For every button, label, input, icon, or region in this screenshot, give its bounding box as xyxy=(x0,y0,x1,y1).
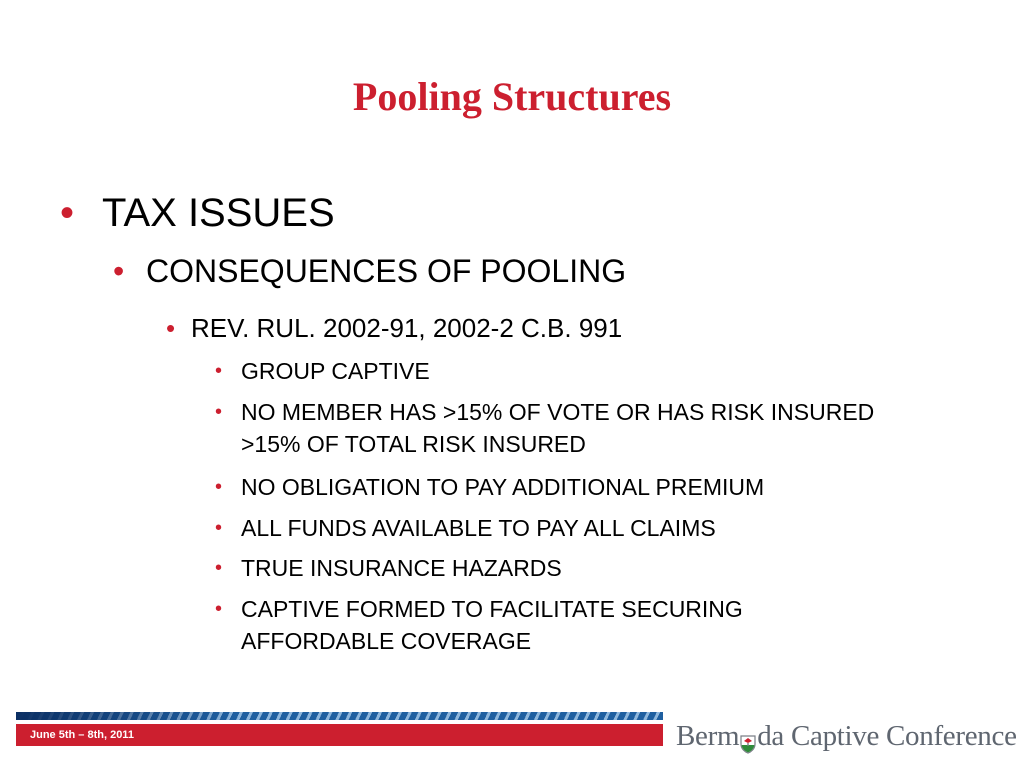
bullet-dot: • xyxy=(215,557,223,579)
bullet-level4-item xyxy=(215,396,915,460)
bullet-text: NO OBLIGATION TO PAY ADDITIONAL PREMIUM xyxy=(241,474,765,500)
bullet-text: GROUP CAPTIVE xyxy=(241,358,430,384)
bullet-level1 xyxy=(60,188,335,238)
bullet-dot: • xyxy=(215,598,223,620)
bullet-text-consequences: CONSEQUENCES OF POOLING xyxy=(146,253,627,289)
bullet-text: ALL FUNDS AVAILABLE TO PAY ALL CLAIMS xyxy=(241,515,716,541)
bullet-dot: • xyxy=(215,360,223,382)
bullet-level3 xyxy=(166,310,622,346)
footer-date-bar: June 5th – 8th, 2011 xyxy=(16,724,663,746)
bullet-level4-item xyxy=(215,355,915,387)
bullet-dot: • xyxy=(215,401,223,423)
bullet-text-rev-rul: REV. RUL. 2002-91, 2002-2 C.B. 991 xyxy=(191,313,623,343)
brand-text-end: da Captive Conference xyxy=(757,719,1017,752)
bullet-dot: • xyxy=(60,191,75,235)
bullet-level4-item xyxy=(215,512,915,544)
bullet-level4-item xyxy=(215,552,915,584)
bullet-level2 xyxy=(113,250,626,292)
bullet-level4-item xyxy=(215,471,915,503)
bullet-text: NO MEMBER HAS >15% OF VOTE OR HAS RISK INSURED >15% OF TOTAL RISK INSURED xyxy=(241,399,875,457)
footer-stripe-band xyxy=(16,712,663,720)
slide-title: Pooling Structures xyxy=(352,74,672,119)
bullet-dot: • xyxy=(166,313,176,343)
brand-logo xyxy=(676,718,1017,754)
bullet-text-tax-issues: TAX ISSUES xyxy=(102,191,335,235)
bullet-dot: • xyxy=(215,476,223,498)
bullet-dot: • xyxy=(215,517,223,539)
bullet-text: CAPTIVE FORMED TO FACILITATE SECURING AFFORDABLE COVERAGE xyxy=(241,596,743,654)
bullet-dot: • xyxy=(113,253,125,289)
bullet-level4-item xyxy=(215,593,915,657)
bullet-text: TRUE INSURANCE HAZARDS xyxy=(241,555,562,581)
brand-text-start: Berm xyxy=(676,719,740,752)
bermuda-crest-icon xyxy=(740,729,756,748)
